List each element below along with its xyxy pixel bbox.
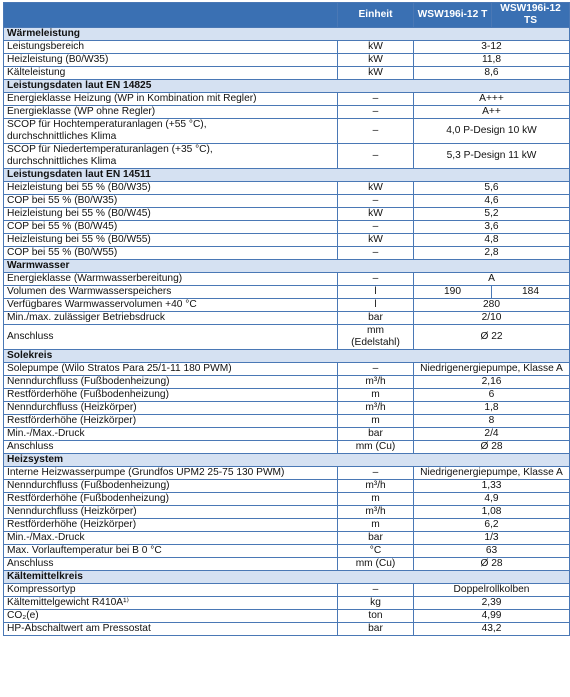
table-row bbox=[4, 402, 570, 415]
row-unit bbox=[338, 221, 414, 234]
row-value: 8 bbox=[414, 415, 570, 428]
row-label bbox=[4, 415, 338, 428]
row-label-text: HP-Abschaltwert am Pressostat bbox=[7, 623, 151, 634]
row-unit-text: m bbox=[371, 493, 380, 504]
row-label-text: Anschluss bbox=[7, 558, 54, 569]
row-unit-text: m³/h bbox=[365, 402, 386, 413]
row-label bbox=[4, 119, 338, 144]
row-label-text: SCOP für Niedertemperaturanlagen (+35 °C), bbox=[7, 144, 213, 155]
row-unit bbox=[338, 299, 414, 312]
row-label bbox=[4, 221, 338, 234]
row-unit bbox=[338, 208, 414, 221]
row-unit bbox=[338, 610, 414, 623]
row-label bbox=[4, 623, 338, 636]
row-unit bbox=[338, 428, 414, 441]
row-unit bbox=[338, 480, 414, 493]
row-label bbox=[4, 195, 338, 208]
header-model-a: WSW196i-12 T bbox=[414, 3, 492, 28]
row-label bbox=[4, 532, 338, 545]
row-label bbox=[4, 545, 338, 558]
row-unit-text: – bbox=[372, 273, 379, 284]
table-row bbox=[4, 144, 570, 169]
section-header-row bbox=[4, 169, 570, 182]
section-title: Kältemittelkreis bbox=[4, 571, 570, 584]
section-title: Wärmeleistung bbox=[4, 28, 570, 41]
row-unit bbox=[338, 558, 414, 571]
row-label-text: COP bei 55 % (B0/W35) bbox=[7, 195, 118, 206]
row-label-text: Kälteleistung bbox=[7, 67, 66, 78]
row-unit-text: m bbox=[371, 389, 380, 400]
row-unit-text: m³/h bbox=[365, 506, 386, 517]
row-unit-text: kg bbox=[370, 597, 381, 608]
row-label bbox=[4, 558, 338, 571]
row-label-text: Nenndurchfluss (Fußbodenheizung) bbox=[7, 376, 170, 387]
row-unit-text: bar bbox=[368, 532, 383, 543]
section-header-row bbox=[4, 350, 570, 363]
row-value: 5,3 P-Design 11 kW bbox=[414, 144, 570, 169]
row-label bbox=[4, 247, 338, 260]
row-unit bbox=[338, 106, 414, 119]
table-row bbox=[4, 106, 570, 119]
row-label bbox=[4, 41, 338, 54]
row-value: 4,6 bbox=[414, 195, 570, 208]
row-label-text: Kompressortyp bbox=[7, 584, 76, 595]
row-unit bbox=[338, 182, 414, 195]
row-value: A bbox=[414, 273, 570, 286]
row-value: 1/3 bbox=[414, 532, 570, 545]
row-label-text: Min.-/Max.-Druck bbox=[7, 428, 85, 439]
table-row bbox=[4, 493, 570, 506]
row-label bbox=[4, 67, 338, 80]
row-unit-text: mm bbox=[367, 325, 384, 336]
row-unit bbox=[338, 402, 414, 415]
row-value: Ø 28 bbox=[414, 441, 570, 454]
row-unit-text: – bbox=[372, 363, 379, 374]
table-row bbox=[4, 93, 570, 106]
row-unit-text: l bbox=[374, 286, 377, 297]
table-row bbox=[4, 182, 570, 195]
table-row bbox=[4, 208, 570, 221]
row-label-text-line2: durchschnittliches Klima bbox=[7, 131, 117, 142]
section-header-row bbox=[4, 80, 570, 93]
row-unit-text-line2: (Edelstahl) bbox=[351, 337, 400, 348]
row-unit-text: mm (Cu) bbox=[355, 441, 396, 452]
row-unit bbox=[338, 273, 414, 286]
row-unit-text: – bbox=[372, 93, 379, 104]
table-row bbox=[4, 506, 570, 519]
row-unit bbox=[338, 467, 414, 480]
row-value: 43,2 bbox=[414, 623, 570, 636]
row-label bbox=[4, 54, 338, 67]
row-label-text: Min./max. zulässiger Betriebsdruck bbox=[7, 312, 165, 323]
row-value: 2,8 bbox=[414, 247, 570, 260]
row-unit bbox=[338, 312, 414, 325]
table-row bbox=[4, 415, 570, 428]
row-unit bbox=[338, 41, 414, 54]
row-label-text: Verfügbares Warmwasservolumen +40 °C bbox=[7, 299, 197, 310]
row-unit bbox=[338, 623, 414, 636]
row-unit bbox=[338, 506, 414, 519]
row-label bbox=[4, 519, 338, 532]
row-label-text: Interne Heizwasserpumpe (Grundfos UPM2 25-75 130 PWM) bbox=[7, 467, 285, 478]
row-label-text: Restförderhöhe (Heizkörper) bbox=[7, 415, 137, 426]
row-label-text: Restförderhöhe (Heizkörper) bbox=[7, 519, 137, 530]
row-value: 4,99 bbox=[414, 610, 570, 623]
row-value: A+++ bbox=[414, 93, 570, 106]
table-row bbox=[4, 195, 570, 208]
row-unit-text: – bbox=[372, 106, 379, 117]
row-label bbox=[4, 286, 338, 299]
row-unit-text: – bbox=[372, 150, 379, 161]
row-label-text: Heizleistung bei 55 % (B0/W35) bbox=[7, 182, 151, 193]
table-row bbox=[4, 532, 570, 545]
header-unit: Einheit bbox=[338, 3, 414, 28]
row-unit-text: m bbox=[371, 415, 380, 426]
row-label bbox=[4, 428, 338, 441]
table-row bbox=[4, 519, 570, 532]
row-label-text: Nenndurchfluss (Heizkörper) bbox=[7, 402, 137, 413]
row-label bbox=[4, 441, 338, 454]
row-unit-text: m bbox=[371, 519, 380, 530]
row-label bbox=[4, 312, 338, 325]
header-label bbox=[4, 3, 338, 28]
spec-table-body bbox=[4, 28, 570, 636]
row-unit-text: – bbox=[372, 125, 379, 136]
row-unit bbox=[338, 584, 414, 597]
row-value: 63 bbox=[414, 545, 570, 558]
row-unit-text: m³/h bbox=[365, 376, 386, 387]
table-row bbox=[4, 467, 570, 480]
table-row bbox=[4, 299, 570, 312]
row-label-text: Heizleistung (B0/W35) bbox=[7, 54, 109, 65]
row-value: 1,8 bbox=[414, 402, 570, 415]
table-row bbox=[4, 480, 570, 493]
row-label-text-line2: durchschnittliches Klima bbox=[7, 156, 117, 167]
row-unit-text: kW bbox=[368, 208, 383, 219]
row-unit bbox=[338, 325, 414, 350]
row-value: 1,33 bbox=[414, 480, 570, 493]
row-unit-text: °C bbox=[369, 545, 382, 556]
row-unit bbox=[338, 376, 414, 389]
row-unit-text: l bbox=[374, 299, 377, 310]
table-row bbox=[4, 610, 570, 623]
row-label-text: Solepumpe (Wilo Stratos Para 25/1-11 180 PWM) bbox=[7, 363, 232, 374]
row-value: 6 bbox=[414, 389, 570, 402]
section-title: Solekreis bbox=[4, 350, 570, 363]
row-value: Niedrigenergiepumpe, Klasse A bbox=[414, 467, 570, 480]
row-unit bbox=[338, 286, 414, 299]
row-value: 2/4 bbox=[414, 428, 570, 441]
row-value: 3-12 bbox=[414, 41, 570, 54]
row-unit bbox=[338, 519, 414, 532]
table-header-row bbox=[4, 3, 570, 28]
row-unit-text: m³/h bbox=[365, 480, 386, 491]
row-label bbox=[4, 106, 338, 119]
row-label bbox=[4, 584, 338, 597]
row-label-text: Min.-/Max.-Druck bbox=[7, 532, 85, 543]
row-label bbox=[4, 325, 338, 350]
row-value: Doppelrollkolben bbox=[414, 584, 570, 597]
row-value: 5,2 bbox=[414, 208, 570, 221]
row-value: 8,6 bbox=[414, 67, 570, 80]
row-label bbox=[4, 506, 338, 519]
table-row bbox=[4, 545, 570, 558]
row-label-text: Heizleistung bei 55 % (B0/W45) bbox=[7, 208, 151, 219]
row-unit-text: kW bbox=[368, 182, 383, 193]
row-label-text: Nenndurchfluss (Heizkörper) bbox=[7, 506, 137, 517]
row-unit-text: bar bbox=[368, 623, 383, 634]
row-value: Ø 28 bbox=[414, 558, 570, 571]
row-label bbox=[4, 610, 338, 623]
row-label bbox=[4, 299, 338, 312]
row-unit-text: bar bbox=[368, 428, 383, 439]
row-label-text: COP bei 55 % (B0/W55) bbox=[7, 247, 118, 258]
row-unit-text: mm (Cu) bbox=[355, 558, 396, 569]
row-unit bbox=[338, 195, 414, 208]
row-value: 2/10 bbox=[414, 312, 570, 325]
row-unit-text: – bbox=[372, 221, 379, 232]
row-label-text: Anschluss bbox=[7, 331, 54, 342]
row-unit bbox=[338, 415, 414, 428]
row-unit bbox=[338, 389, 414, 402]
row-value-model-b: 184 bbox=[492, 286, 570, 299]
table-row bbox=[4, 286, 570, 299]
row-value: 4,9 bbox=[414, 493, 570, 506]
section-title: Leistungsdaten laut EN 14825 bbox=[4, 80, 570, 93]
row-unit bbox=[338, 234, 414, 247]
table-row bbox=[4, 428, 570, 441]
row-label-text: SCOP für Hochtemperaturanlagen (+55 °C), bbox=[7, 119, 207, 130]
row-label bbox=[4, 480, 338, 493]
table-row bbox=[4, 389, 570, 402]
row-value-model-a: 190 bbox=[414, 286, 492, 299]
section-header-row bbox=[4, 260, 570, 273]
row-label-text: Volumen des Warmwasserspeichers bbox=[7, 286, 172, 297]
row-unit bbox=[338, 545, 414, 558]
row-label-text: Heizleistung bei 55 % (B0/W55) bbox=[7, 234, 151, 245]
row-label-text: Energieklasse Heizung (WP in Kombination mit Regler) bbox=[7, 93, 257, 104]
table-row bbox=[4, 247, 570, 260]
row-label-text: Nenndurchfluss (Fußbodenheizung) bbox=[7, 480, 170, 491]
row-label bbox=[4, 234, 338, 247]
row-unit bbox=[338, 54, 414, 67]
row-label-text: Energieklasse (Warmwasserbereitung) bbox=[7, 273, 183, 284]
row-label bbox=[4, 597, 338, 610]
table-row bbox=[4, 363, 570, 376]
section-title: Leistungsdaten laut EN 14511 bbox=[4, 169, 570, 182]
row-unit bbox=[338, 441, 414, 454]
row-unit-text: kW bbox=[368, 67, 383, 78]
row-unit-text: – bbox=[372, 467, 379, 478]
section-header-row bbox=[4, 28, 570, 41]
row-label-text: Anschluss bbox=[7, 441, 54, 452]
table-row bbox=[4, 376, 570, 389]
spec-table bbox=[3, 2, 570, 636]
row-unit bbox=[338, 493, 414, 506]
table-row bbox=[4, 325, 570, 350]
row-label-text: Restförderhöhe (Fußbodenheizung) bbox=[7, 493, 169, 504]
section-header-row bbox=[4, 454, 570, 467]
row-label-text: Energieklasse (WP ohne Regler) bbox=[7, 106, 156, 117]
table-row bbox=[4, 312, 570, 325]
row-label bbox=[4, 402, 338, 415]
table-row bbox=[4, 597, 570, 610]
row-label-text: COP bei 55 % (B0/W45) bbox=[7, 221, 118, 232]
row-value: 11,8 bbox=[414, 54, 570, 67]
row-unit-text: bar bbox=[368, 312, 383, 323]
row-value: 1,08 bbox=[414, 506, 570, 519]
row-value: 4,8 bbox=[414, 234, 570, 247]
row-unit-text: kW bbox=[368, 234, 383, 245]
table-row bbox=[4, 234, 570, 247]
row-label bbox=[4, 376, 338, 389]
table-row bbox=[4, 221, 570, 234]
row-value: 4,0 P-Design 10 kW bbox=[414, 119, 570, 144]
row-unit bbox=[338, 532, 414, 545]
row-label bbox=[4, 467, 338, 480]
row-value: Ø 22 bbox=[414, 325, 570, 350]
row-value: 2,16 bbox=[414, 376, 570, 389]
row-unit bbox=[338, 119, 414, 144]
row-label-text: Restförderhöhe (Fußbodenheizung) bbox=[7, 389, 169, 400]
row-label-text: Kältemittelgewicht R410A¹⁾ bbox=[7, 597, 129, 608]
row-label-text: Max. Vorlauftemperatur bei B 0 °C bbox=[7, 545, 162, 556]
table-row bbox=[4, 119, 570, 144]
table-row bbox=[4, 67, 570, 80]
table-row bbox=[4, 558, 570, 571]
row-unit bbox=[338, 67, 414, 80]
header-model-b: WSW196i-12 TS bbox=[492, 3, 570, 28]
row-label bbox=[4, 493, 338, 506]
table-row bbox=[4, 54, 570, 67]
section-header-row bbox=[4, 571, 570, 584]
row-unit bbox=[338, 597, 414, 610]
row-label bbox=[4, 182, 338, 195]
row-value: 3,6 bbox=[414, 221, 570, 234]
row-unit bbox=[338, 247, 414, 260]
row-value: Niedrigenergiepumpe, Klasse A bbox=[414, 363, 570, 376]
row-unit-text: – bbox=[372, 195, 379, 206]
section-title: Warmwasser bbox=[4, 260, 570, 273]
row-unit-text: kW bbox=[368, 41, 383, 52]
table-row bbox=[4, 273, 570, 286]
row-label bbox=[4, 363, 338, 376]
row-value: A++ bbox=[414, 106, 570, 119]
table-row bbox=[4, 623, 570, 636]
row-value: 2,39 bbox=[414, 597, 570, 610]
row-unit bbox=[338, 363, 414, 376]
row-label-text: CO₂(e) bbox=[7, 610, 39, 621]
row-unit bbox=[338, 93, 414, 106]
row-unit-text: – bbox=[372, 247, 379, 258]
row-label bbox=[4, 208, 338, 221]
row-label-text: Leistungsbereich bbox=[7, 41, 85, 52]
row-value: 6,2 bbox=[414, 519, 570, 532]
row-unit-text: kW bbox=[368, 54, 383, 65]
table-row bbox=[4, 41, 570, 54]
row-value: 280 bbox=[414, 299, 570, 312]
row-unit bbox=[338, 144, 414, 169]
row-label bbox=[4, 389, 338, 402]
table-row bbox=[4, 584, 570, 597]
row-value: 5,6 bbox=[414, 182, 570, 195]
table-row bbox=[4, 441, 570, 454]
section-title: Heizsystem bbox=[4, 454, 570, 467]
row-unit-text: ton bbox=[368, 610, 383, 621]
row-unit-text: – bbox=[372, 584, 379, 595]
row-label bbox=[4, 144, 338, 169]
row-label bbox=[4, 273, 338, 286]
row-label bbox=[4, 93, 338, 106]
